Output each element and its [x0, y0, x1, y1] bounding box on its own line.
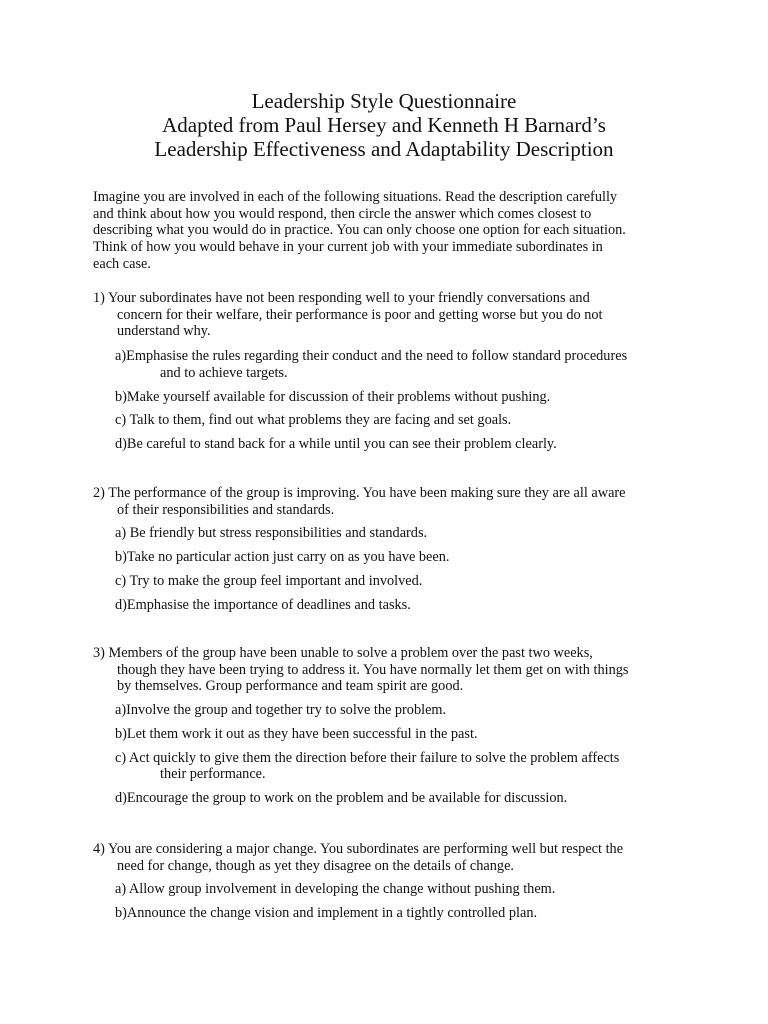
option-letter: d) [115, 596, 127, 613]
intro-line: describing what you would do in practice. You can only choose one option for each situation. [93, 222, 626, 239]
title-main: Leadership Style Questionnaire [251, 89, 517, 113]
option-text: Take no particular action just carry on as you have been. [126, 549, 450, 566]
option-a[interactable] [93, 702, 693, 719]
option-text: Emphasise the rules regarding their conduct and the need to follow standard procedures [126, 348, 628, 365]
stem-line: 3) Members of the group have been unable to solve a problem over the past two weeks, [93, 645, 593, 661]
stem-line: by themselves. Group performance and team spirit are good. [117, 678, 464, 695]
question-1 [93, 290, 693, 453]
option-a[interactable] [93, 525, 693, 542]
option-letter: c) [115, 412, 127, 429]
option-a[interactable] [93, 348, 693, 381]
option-b[interactable] [93, 905, 693, 922]
question-stem [93, 290, 693, 340]
option-text: Announce the change vision and implement in a tightly controlled plan. [126, 905, 538, 922]
option-c[interactable] [93, 750, 693, 783]
option-text-cont: and to achieve targets. [160, 364, 288, 381]
option-text: Emphasise the importance of deadlines and tasks. [126, 596, 411, 613]
option-text: Involve the group and together try to solve the problem. [126, 702, 447, 719]
stem-line: concern for their welfare, their performance is poor and getting worse but you do not [117, 306, 603, 323]
option-letter: b) [115, 905, 127, 922]
option-letter: c) [115, 572, 127, 589]
option-letter: a) [115, 702, 127, 719]
stem-line: 4) You are considering a major change. You subordinates are performing well but respect the [93, 841, 624, 857]
stem-line: understand why. [117, 323, 211, 340]
option-text-cont: their performance. [160, 766, 266, 783]
stem-line: of their responsibilities and standards. [117, 501, 335, 518]
option-letter: b) [115, 549, 127, 566]
option-letter: d) [115, 435, 127, 452]
option-text: Try to make the group feel important and involved. [129, 572, 423, 589]
option-letter: a) [115, 525, 127, 542]
option-c[interactable] [93, 412, 693, 429]
option-letter: a) [115, 348, 127, 365]
option-text: Allow group involvement in developing the change without pushing them. [128, 881, 556, 898]
option-b[interactable] [93, 549, 693, 566]
stem-line: 2) The performance of the group is improving. You have been making sure they are all aware [93, 485, 626, 501]
question-stem [93, 485, 693, 518]
option-c[interactable] [93, 573, 693, 590]
intro-line: Think of how you would behave in your current job with your immediate subordinates in [93, 239, 603, 256]
intro-paragraph [93, 189, 683, 273]
option-b[interactable] [93, 389, 693, 406]
option-text: Be careful to stand back for a while until you can see their problem clearly. [126, 435, 557, 452]
stem-line: though they have been trying to address it. You have normally let them get on with things [117, 661, 629, 678]
title-subtitle-2: Leadership Effectiveness and Adaptability Description [154, 137, 614, 161]
option-text: Be friendly but stress responsibilities and standards. [129, 525, 428, 542]
option-d[interactable] [93, 597, 693, 614]
question-stem [93, 841, 693, 874]
intro-line: Imagine you are involved in each of the following situations. Read the description carefully [93, 189, 618, 205]
option-d[interactable] [93, 436, 693, 453]
option-text: Make yourself available for discussion of their problems without pushing. [126, 388, 551, 405]
stem-line: 1) Your subordinates have not been responding well to your friendly conversations and [93, 290, 590, 306]
question-2 [93, 485, 693, 613]
option-letter: b) [115, 388, 127, 405]
option-d[interactable] [93, 790, 693, 807]
option-letter: a) [115, 881, 127, 898]
option-letter: c) [115, 749, 127, 766]
question-4 [93, 841, 693, 922]
intro-line: and think about how you would respond, then circle the answer which comes closest to [93, 205, 592, 222]
title-subtitle: Adapted from Paul Hersey and Kenneth H Barnard’s [162, 113, 606, 137]
option-text: Talk to them, find out what problems they are facing and set goals. [129, 412, 512, 429]
option-text: Encourage the group to work on the problem and be available for discussion. [126, 789, 568, 806]
option-letter: b) [115, 725, 127, 742]
title-block [0, 89, 768, 161]
option-letter: d) [115, 789, 127, 806]
option-b[interactable] [93, 726, 693, 743]
intro-line: each case. [93, 255, 151, 272]
option-text: Let them work it out as they have been successful in the past. [126, 725, 478, 742]
option-text: Act quickly to give them the direction before their failure to solve the problem affects [128, 749, 620, 766]
option-a[interactable] [93, 881, 693, 898]
stem-line: need for change, though as yet they disagree on the details of change. [117, 857, 514, 874]
question-stem [93, 645, 693, 695]
question-3 [93, 645, 693, 807]
